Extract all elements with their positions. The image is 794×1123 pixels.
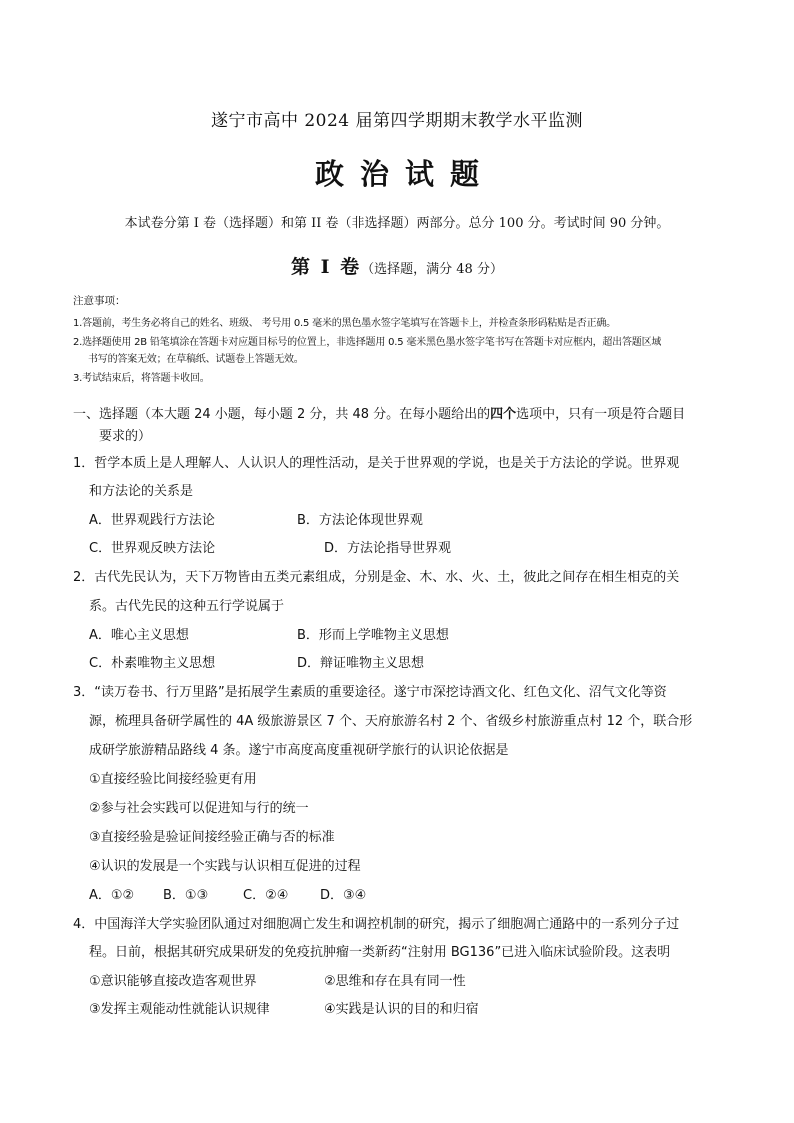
section-name: 第 Ⅰ 卷 [291, 256, 362, 278]
exam-title: 政治试题 [314, 157, 495, 191]
question-4-item-2: ②思维和存在具有同一性 [324, 974, 466, 989]
question-3-option-b: B．①③ [163, 888, 209, 903]
question-3-stem: 3．“读万卷书、行万里路”是拓展学生素质的重要途径。遂宁市深挖诗酒文化、红色文化、沼气文化等资 [73, 685, 667, 700]
question-4-stem: 4．中国海洋大学实验团队通过对细胞凋亡发生和调控机制的研究，揭示了细胞凋亡通路中的一系列分子过 [73, 917, 680, 932]
question-1-option-c: C．世界观反映方法论 [89, 541, 216, 556]
part-heading [73, 403, 685, 422]
question-4-stem-cont: 程。日前，根据其研究成果研发的免疫抗肿瘤一类新药“注射用 BG136”已进入临床试验阶段。这表明 [89, 945, 671, 960]
question-1-stem: 1．哲学本质上是人理解人、人认识人的理性活动，是关于世界观的学说，也是关于方法论的学说。世界观 [73, 456, 680, 471]
note-item-3: 3.考试结束后，将答题卡收回。 [73, 373, 210, 384]
question-4-item-3: ③发挥主观能动性就能认识规律 [89, 1002, 270, 1017]
part-heading-cont: 要求的） [99, 429, 152, 444]
question-2-option-c: C．朴素唯物主义思想 [89, 656, 216, 671]
question-4-item-1: ①意识能够直接改造客观世界 [89, 974, 257, 989]
question-3-stem-cont-2: 成研学旅游精品路线 4 条。遂宁市高度高度重视研学旅行的认识论依据是 [89, 743, 509, 758]
question-1-option-a: A．世界观践行方法论 [89, 513, 215, 528]
part-heading-bold: 四个 [490, 407, 517, 422]
question-2-option-a: A．唯心主义思想 [89, 628, 189, 643]
section-heading [0, 252, 794, 279]
question-3-option-d: D．③④ [320, 888, 367, 903]
part-heading-text-c: 选项中，只有一项是符合题目 [516, 407, 686, 422]
question-3-item-4: ④认识的发展是一个实践与认识相互促进的过程 [89, 859, 361, 874]
question-2-stem: 2．古代先民认为，天下万物皆由五类元素组成，分别是金、木、水、火、土，彼此之间存在相生相克的关 [73, 570, 680, 585]
note-item-2: 2.选择题使用 2B 铅笔填涂在答题卡对应题目标号的位置上，非选择题用 0.5 毫米黑色墨水签字笔书写在答题卡对应框内，超出答题区域 [73, 337, 662, 348]
question-2-stem-cont: 系。古代先民的这种五行学说属于 [89, 599, 285, 614]
question-3-item-3: ③直接经验是验证间接经验正确与否的标准 [89, 830, 335, 845]
section-detail: （选择题，满分 48 分） [361, 262, 503, 277]
question-2-option-b: B．形而上学唯物主义思想 [297, 628, 449, 643]
question-1-option-d: D．方法论指导世界观 [324, 541, 452, 556]
question-2-option-d: D．辩证唯物主义思想 [297, 656, 425, 671]
question-3-option-a: A．①② [89, 888, 135, 903]
question-1-option-b: B．方法论体现世界观 [297, 513, 423, 528]
notes-title: 注意事项： [73, 295, 126, 307]
question-1-stem-cont: 和方法论的关系是 [89, 484, 194, 499]
question-3-item-1: ①直接经验比间接经验更有用 [89, 772, 257, 787]
question-3-stem-cont-1: 源，梳理具备研学属性的 4A 级旅游景区 7 个、天府旅游名村 2 个、省级乡村旅游重点村 12 个，联合形 [89, 714, 693, 729]
note-item-1: 1.答题前，考生务必将自己的姓名、班级、 考号用 0.5 毫米的黑色墨水签字笔填写在答题卡上，并检查条形码粘贴是否正确。 [73, 318, 616, 329]
note-item-2-cont: 书写的答案无效；在草稿纸、试题卷上答题无效。 [88, 354, 304, 365]
question-4-item-4: ④实践是认识的目的和归宿 [324, 1002, 479, 1017]
question-3-item-2: ②参与社会实践可以促进知与行的统一 [89, 801, 309, 816]
exam-header: 遂宁市高中 2024 届第四学期期末教学水平监测 [210, 111, 584, 131]
part-heading-text-a: 一、选择题（本大题 24 小题，每小题 2 分，共 48 分。在每小题给出的 [73, 407, 491, 422]
question-3-option-c: C．②④ [243, 888, 289, 903]
exam-intro: 本试卷分第 I 卷（选择题）和第 II 卷（非选择题）两部分。总分 100 分。考试时间 90 分钟。 [124, 216, 670, 231]
